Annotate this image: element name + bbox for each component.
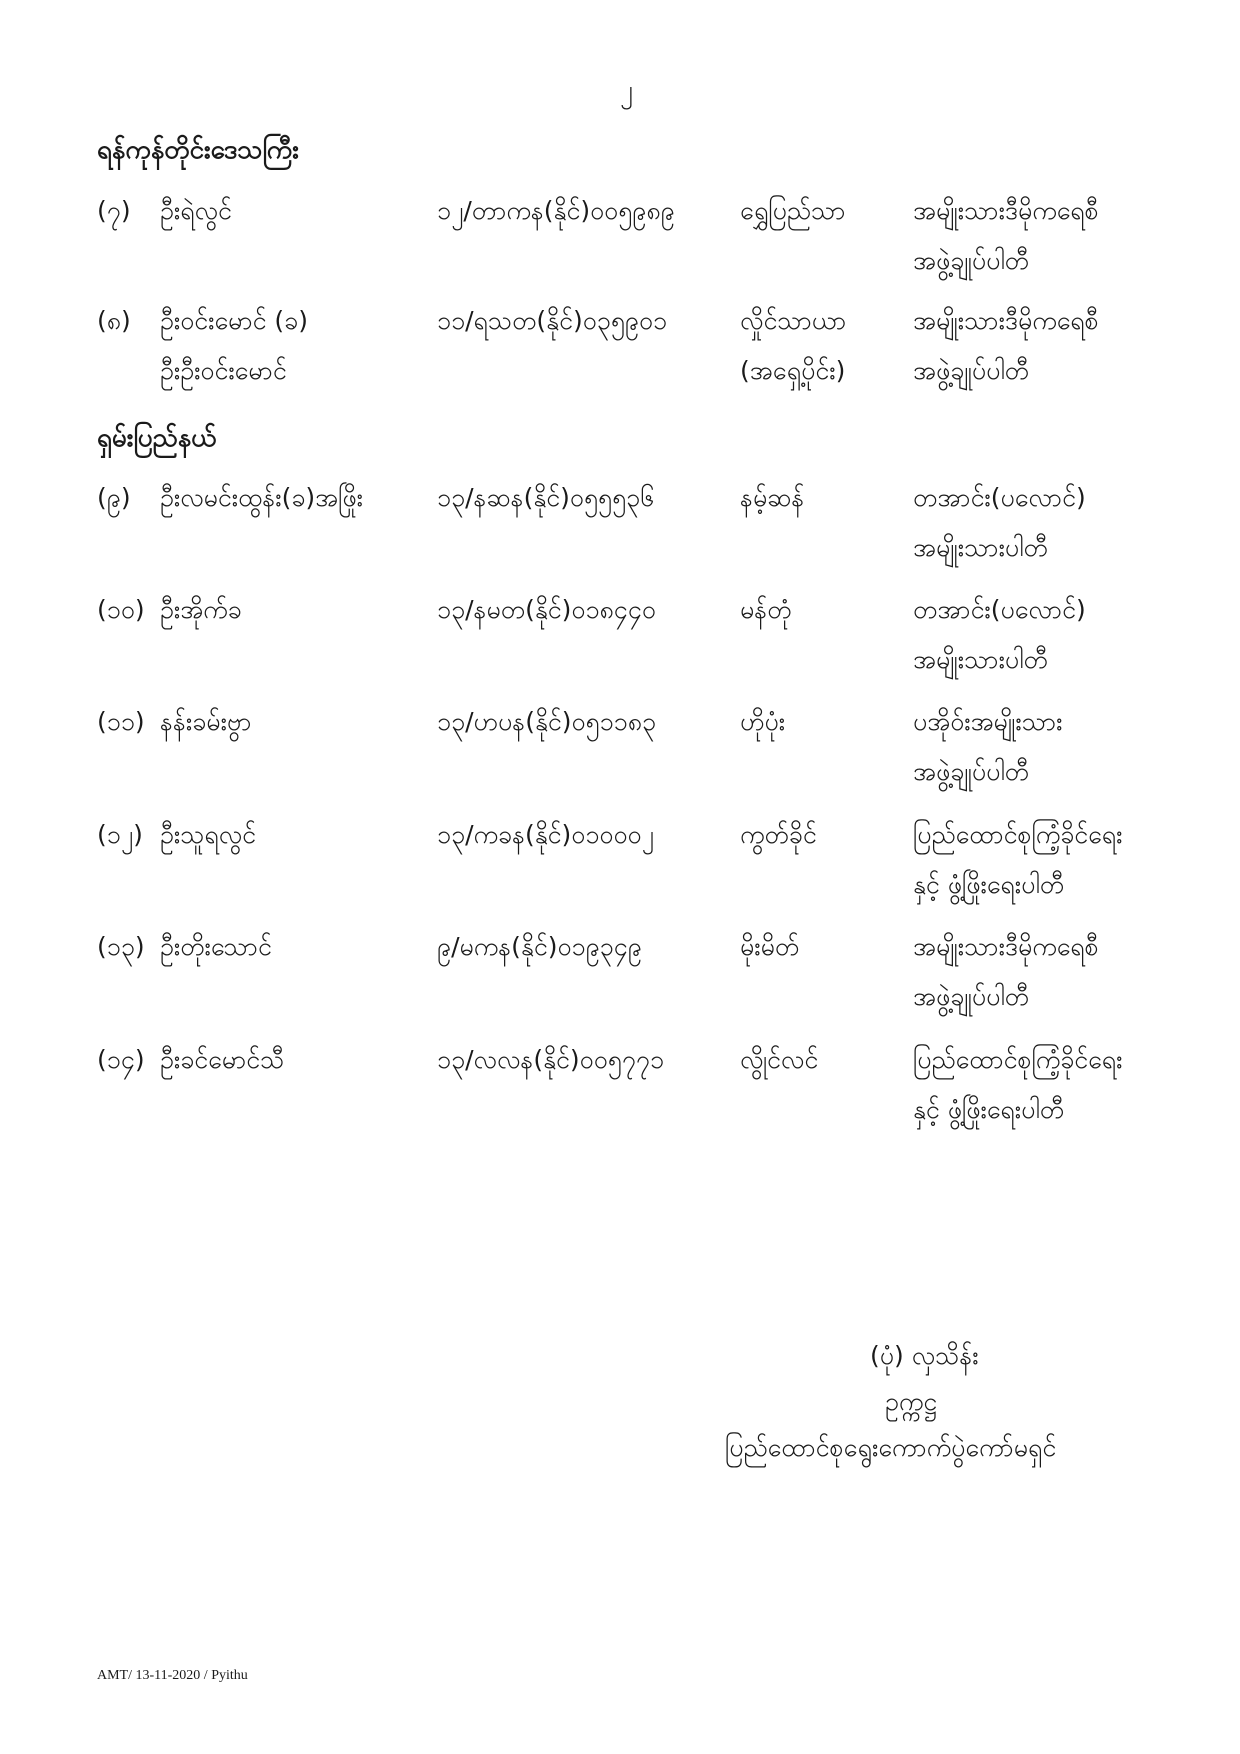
candidate-name-line: ဦးတိုးသောင် — [160, 932, 272, 961]
party-line: အဖွဲ့ချုပ်ပါတီ — [913, 757, 1030, 786]
nrc-number: ၁၃/ကခန(နိုင်)၀၁၀၀၀၂ — [437, 820, 654, 849]
entry-number: (၇) — [97, 196, 131, 225]
entry-number: (၁၂) — [97, 820, 143, 849]
party-line: အမျိုးသားဒီမိုကရေစီ — [913, 196, 1099, 225]
nrc-number: ၉/မကန(နိုင်)၀၁၉၃၄၉ — [437, 932, 642, 961]
party — [913, 296, 1099, 396]
party — [913, 1035, 1122, 1135]
party-line: ပြည်ထောင်စုကြံ့ခိုင်ရေး — [913, 1045, 1123, 1074]
entry-number: (၁၃) — [97, 932, 145, 961]
candidate-name — [160, 186, 232, 236]
township-line: နမ့်ဆန် — [740, 483, 805, 512]
candidate-name-line: နန်းခမ်းဗွာ — [160, 707, 252, 736]
township — [740, 922, 799, 972]
nrc-number: ၁၃/နမတ(နိုင်)၀၁၈၄၄၀ — [437, 595, 656, 624]
candidate-name — [160, 296, 308, 396]
candidate-name — [160, 1035, 284, 1085]
township-line: မိုးမိတ် — [740, 932, 800, 961]
nrc-number: ၁၃/ဟပန(နိုင်)၀၅၁၁၈၃ — [437, 707, 657, 736]
candidate-name — [160, 810, 256, 860]
party-line: ပအိုဝ်းအမျိုးသား — [913, 707, 1063, 736]
party-line: အဖွဲ့ချုပ်ပါတီ — [913, 246, 1030, 275]
nrc-number: ၁၃/နဆန(နိုင်)၀၅၅၅၃၆ — [437, 483, 655, 512]
party — [913, 473, 1086, 573]
township — [740, 186, 846, 236]
township — [740, 473, 804, 523]
township-line: ကွတ်ခိုင် — [740, 820, 817, 849]
nrc-number: ၁၂/တာကန(နိုင်)၀၀၅၉၈၉ — [437, 196, 675, 225]
township-line: ဟိုပုံး — [740, 707, 786, 736]
region-title: ရှမ်းပြည်နယ် — [97, 423, 217, 453]
entry-number: (၉) — [97, 483, 131, 512]
candidate-name-line: ဦးအိုက်ခ — [160, 595, 242, 624]
candidate-name-line: ဦးသူရလွင် — [160, 820, 257, 849]
candidate-name-line: ဦးလမင်းထွန်း(ခ)အဖြိုး — [160, 483, 363, 512]
township-line: လှိုင်သာယာ — [740, 306, 847, 335]
party-line: အဖွဲ့ချုပ်ပါတီ — [913, 356, 1030, 385]
page-number: ၂ — [620, 75, 633, 105]
party — [913, 810, 1122, 910]
party-line: အမျိုးသားပါတီ — [913, 533, 1048, 562]
party — [913, 922, 1099, 1022]
region-title: ရန်ကုန်တိုင်းဒေသကြီး — [97, 135, 299, 165]
signature-signed: (ပုံ) လှသိန်း — [870, 1341, 979, 1370]
party-line: အမျိုးသားဒီမိုကရေစီ — [913, 306, 1099, 335]
township-line: ရွှေပြည်သာ — [740, 196, 846, 225]
party-line: တအာင်း(ပလောင်) — [913, 595, 1086, 624]
township — [740, 1035, 818, 1085]
township — [740, 585, 792, 635]
entry-number: (၁၁) — [97, 707, 145, 736]
party-line: ပြည်ထောင်စုကြံ့ခိုင်ရေး — [913, 820, 1123, 849]
entry-number: (၈) — [97, 306, 131, 335]
entry-number: (၁၀) — [97, 595, 145, 624]
entry-number: (၁၄) — [97, 1045, 145, 1074]
party-line: အမျိုးသားဒီမိုကရေစီ — [913, 932, 1099, 961]
candidate-name — [160, 697, 251, 747]
candidate-name — [160, 922, 272, 972]
party-line: အဖွဲ့ချုပ်ပါတီ — [913, 982, 1030, 1011]
party-line: နှင့် ဖွံ့ဖြိုးရေးပါတီ — [913, 870, 1065, 899]
party-line: တအာင်း(ပလောင်) — [913, 483, 1086, 512]
party — [913, 585, 1086, 685]
nrc-number: ၁၃/လလန(နိုင်)၀၀၅၇၇၁ — [437, 1045, 665, 1074]
township-line: (အရှေ့ပိုင်း) — [740, 356, 846, 385]
party — [913, 697, 1063, 797]
candidate-name-line: ဦးဝင်းမောင် (ခ) — [160, 306, 308, 335]
party-line: အမျိုးသားပါတီ — [913, 645, 1048, 674]
candidate-name-line: ဦးခင်မောင်သီ — [160, 1045, 285, 1074]
township-line: မန်တုံ — [740, 595, 792, 624]
candidate-name-line: ဦးဦးဝင်းမောင် — [160, 356, 287, 385]
candidate-name-line: ဦးရဲလွင် — [160, 196, 232, 225]
township-line: လွိုင်လင် — [740, 1045, 819, 1074]
nrc-number: ၁၁/ရသတ(နိုင်)၀၃၅၉၀၁ — [437, 306, 668, 335]
party-line: နှင့် ဖွံ့ဖြိုးရေးပါတီ — [913, 1095, 1065, 1124]
candidate-name — [160, 473, 363, 523]
footer-reference: AMT/ 13-11-2020 / Pyithu — [97, 1668, 248, 1683]
township — [740, 697, 785, 747]
signature-title: ဥက္ကဋ္ဌ — [885, 1387, 937, 1416]
township — [740, 296, 846, 396]
township — [740, 810, 817, 860]
party — [913, 186, 1099, 286]
signature-organization: ပြည်ထောင်စုရွေးကောက်ပွဲကော်မရှင် — [725, 1433, 1057, 1462]
candidate-name — [160, 585, 242, 635]
